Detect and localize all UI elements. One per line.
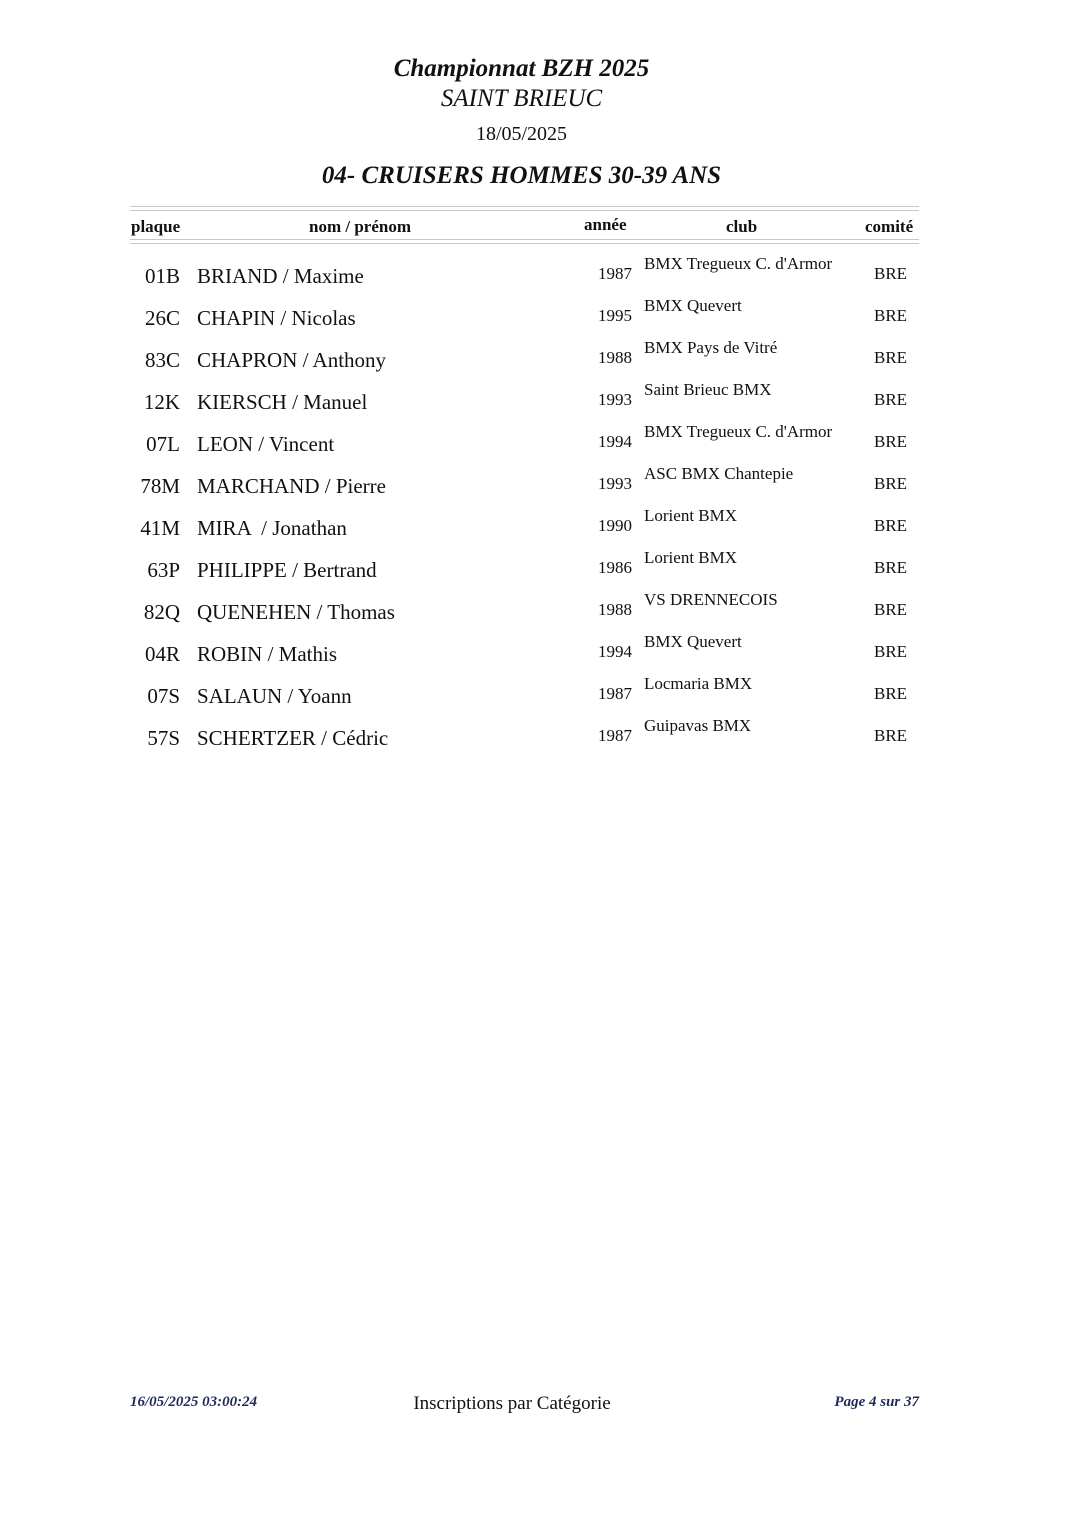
table-row [0,588,1080,630]
table-row [0,462,1080,504]
rider-club: Lorient BMX [644,506,738,525]
rider-name: MIRA / Jonathan [197,516,347,540]
rider-comite: BRE [874,642,908,661]
col-header-comite: comité [865,217,914,236]
event-location: SAINT BRIEUC [440,85,603,112]
rider-year: 1993 [598,390,632,409]
rider-year: 1987 [598,684,632,703]
table-row [0,252,1080,294]
col-header-name: nom / prénom [309,217,411,236]
rider-club: BMX Pays de Vitré [644,338,778,357]
table-row [0,336,1080,378]
rider-comite: BRE [874,390,908,409]
rider-year: 1988 [598,600,632,619]
rider-club: Locmaria BMX [644,674,753,693]
rider-plaque: 83C [144,348,180,372]
rider-comite: BRE [874,684,908,703]
rider-comite: BRE [874,432,908,451]
event-date: 18/05/2025 [475,123,568,145]
rider-year: 1990 [598,516,632,535]
rider-plaque: 82Q [143,600,180,624]
rider-name: MARCHAND / Pierre [197,474,386,498]
rider-name: PHILIPPE / Bertrand [197,558,377,582]
rider-plaque: 57S [147,726,180,750]
table-row [0,672,1080,714]
rider-year: 1987 [598,726,632,745]
rider-year: 1995 [598,306,632,325]
rider-comite: BRE [874,558,908,577]
table-row [0,504,1080,546]
rider-plaque: 78M [140,474,180,498]
table-row [0,630,1080,672]
rider-name: CHAPRON / Anthony [197,348,387,372]
rider-name: QUENEHEN / Thomas [197,600,395,624]
rider-name: SCHERTZER / Cédric [197,726,389,750]
rider-plaque: 26C [144,306,180,330]
table-row [0,294,1080,336]
rider-comite: BRE [874,600,908,619]
col-header-club: club [726,217,758,236]
rider-name: KIERSCH / Manuel [197,390,368,414]
rider-year: 1986 [598,558,632,577]
rider-plaque: 63P [147,558,180,582]
col-header-plaque: plaque [131,217,181,236]
rider-plaque: 41M [140,516,180,540]
rider-plaque: 07L [146,432,180,456]
footer-page-number: Page 4 sur 37 [834,1394,919,1410]
footer-report-title: Inscriptions par Catégorie [413,1393,611,1414]
rider-year: 1993 [598,474,632,493]
rider-club: Lorient BMX [644,548,738,567]
rider-comite: BRE [874,726,908,745]
rider-club: VS DRENNECOIS [644,590,778,609]
rider-year: 1988 [598,348,632,367]
rider-year: 1994 [598,432,632,451]
header-rule-top-2 [130,210,919,211]
table-row [0,546,1080,588]
rider-club: BMX Tregueux C. d'Armor [644,422,833,441]
table-row [0,714,1080,756]
rider-name: ROBIN / Mathis [197,642,338,666]
rider-plaque: 04R [144,642,180,666]
rider-club: BMX Quevert [644,296,742,315]
header-rule-bottom [130,239,919,240]
rider-name: SALAUN / Yoann [197,684,352,708]
table-row [0,420,1080,462]
table-row [0,378,1080,420]
footer-printed-timestamp: 16/05/2025 03:00:24 [130,1394,258,1410]
rider-year: 1994 [598,642,632,661]
header-rule-top [130,206,919,207]
rider-comite: BRE [874,348,908,367]
rider-name: CHAPIN / Nicolas [197,306,356,330]
document-title: Championnat BZH 2025 [393,55,650,82]
category-title: 04- CRUISERS HOMMES 30-39 ANS [321,162,722,189]
rider-plaque: 07S [147,684,180,708]
rider-club: Guipavas BMX [644,716,752,735]
rider-comite: BRE [874,264,908,283]
header-rule-bottom-2 [130,243,919,244]
rider-club: BMX Tregueux C. d'Armor [644,254,833,273]
rider-plaque: 01B [144,264,180,288]
rider-club: ASC BMX Chantepie [644,464,794,483]
rider-name: BRIAND / Maxime [197,264,364,288]
rider-comite: BRE [874,306,908,325]
rider-year: 1987 [598,264,632,283]
rider-plaque: 12K [143,390,180,414]
rider-comite: BRE [874,516,908,535]
rider-club: Saint Brieuc BMX [644,380,772,399]
rider-name: LEON / Vincent [197,432,335,456]
col-header-year: année [584,215,627,234]
rider-club: BMX Quevert [644,632,742,651]
rider-comite: BRE [874,474,908,493]
